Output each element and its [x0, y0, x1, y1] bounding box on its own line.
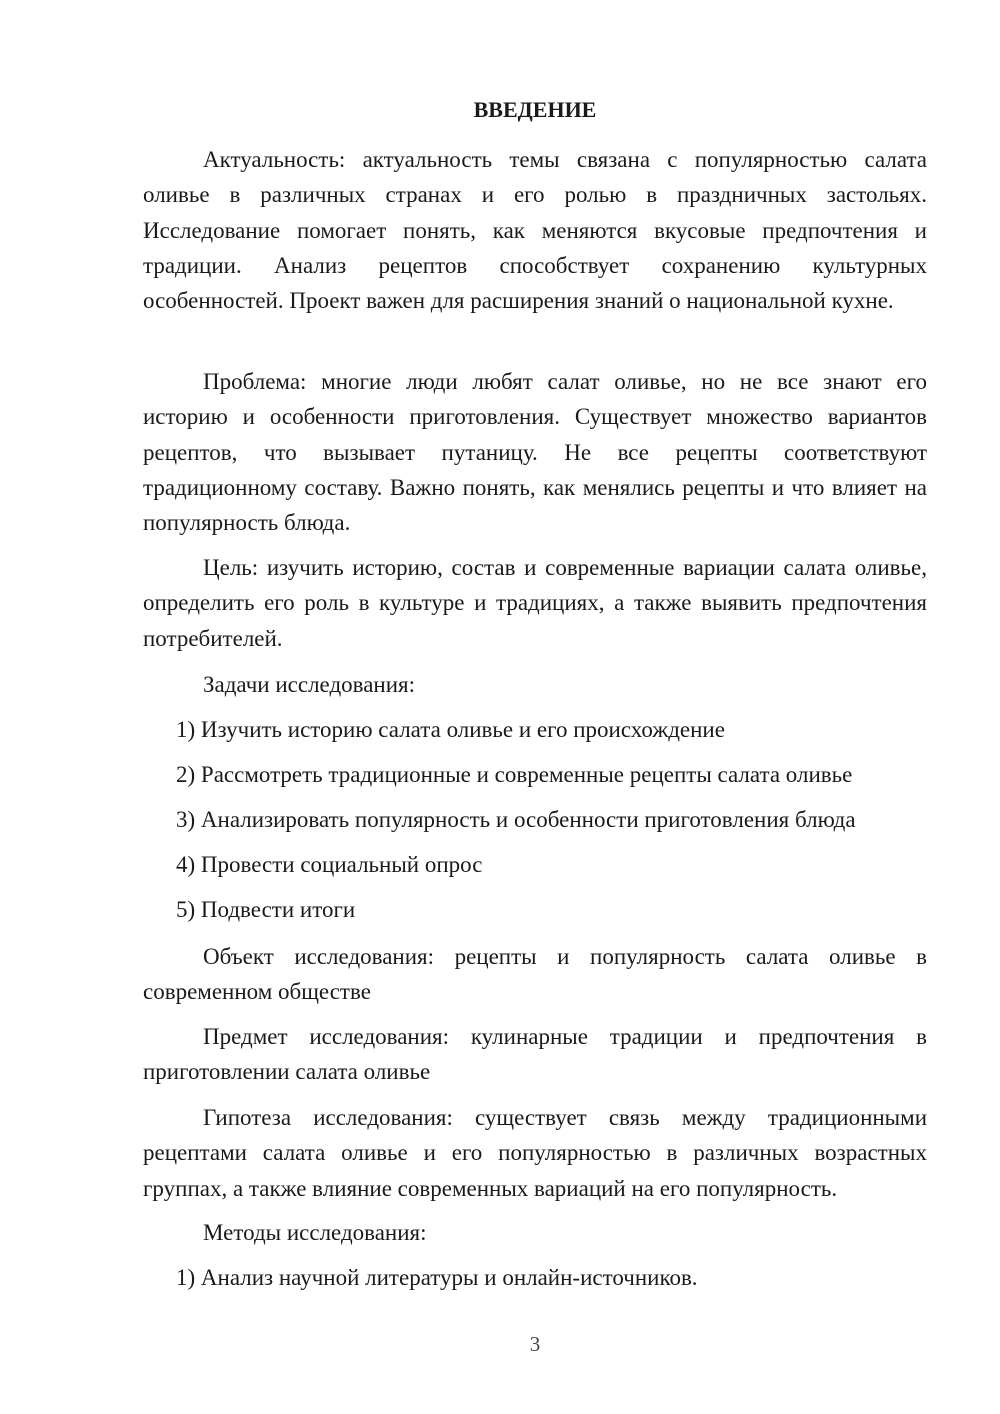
task-item: 3) Анализировать популярность и особенности приготовления блюда	[176, 807, 856, 832]
goal-paragraph: Цель: изучить историю, состав и современные вариации салата оливье, определить его роль в культуре и традициях, а также выявить предпочтения потребителей.	[143, 555, 927, 651]
task-item: 4) Провести социальный опрос	[176, 852, 483, 877]
page-number: 3	[529, 1332, 541, 1356]
relevance-paragraph: Актуальность: актуальность темы связана с популярностью салата оливье в различных странах и его ролью в праздничных застольях. Исследование помогает понять, как меняются вкусовые предпочтения и традиции. Анализ рецептов способствует сохранению культурных особенностей. Проект важен для расширения знаний о национальной кухне.	[143, 147, 927, 314]
task-item: 5) Подвести итоги	[176, 897, 356, 922]
hypothesis-paragraph: Гипотеза исследования: существует связь между традиционными рецептами салата оливье и его популярностью в различных возрастных группах, а также влияние современных вариаций на его популярность.	[143, 1105, 927, 1201]
tasks-label: Задачи исследования:	[203, 672, 416, 697]
task-item: 2) Рассмотреть традиционные и современные рецепты салата оливье	[176, 762, 853, 787]
subject-paragraph: Предмет исследования: кулинарные традиции и предпочтения в приготовлении салата оливье	[143, 1024, 927, 1085]
problem-paragraph: Проблема: многие люди любят салат оливье, но не все знают его историю и особенности приготовления. Существует множество вариантов рецептов, что вызывает путаницу. Не все рецепты соответствуют традиционному составу. Важно понять, как менялись рецепты и что влияет на популярность блюда.	[143, 369, 927, 536]
object-paragraph: Объект исследования: рецепты и популярность салата оливье в современном обществе	[143, 944, 927, 1005]
page-title: ВВЕДЕНИЕ	[473, 97, 597, 122]
method-item: 1) Анализ научной литературы и онлайн-источников.	[176, 1265, 698, 1290]
task-item: 1) Изучить историю салата оливье и его происхождение	[176, 717, 725, 742]
methods-label: Методы исследования:	[203, 1220, 427, 1245]
